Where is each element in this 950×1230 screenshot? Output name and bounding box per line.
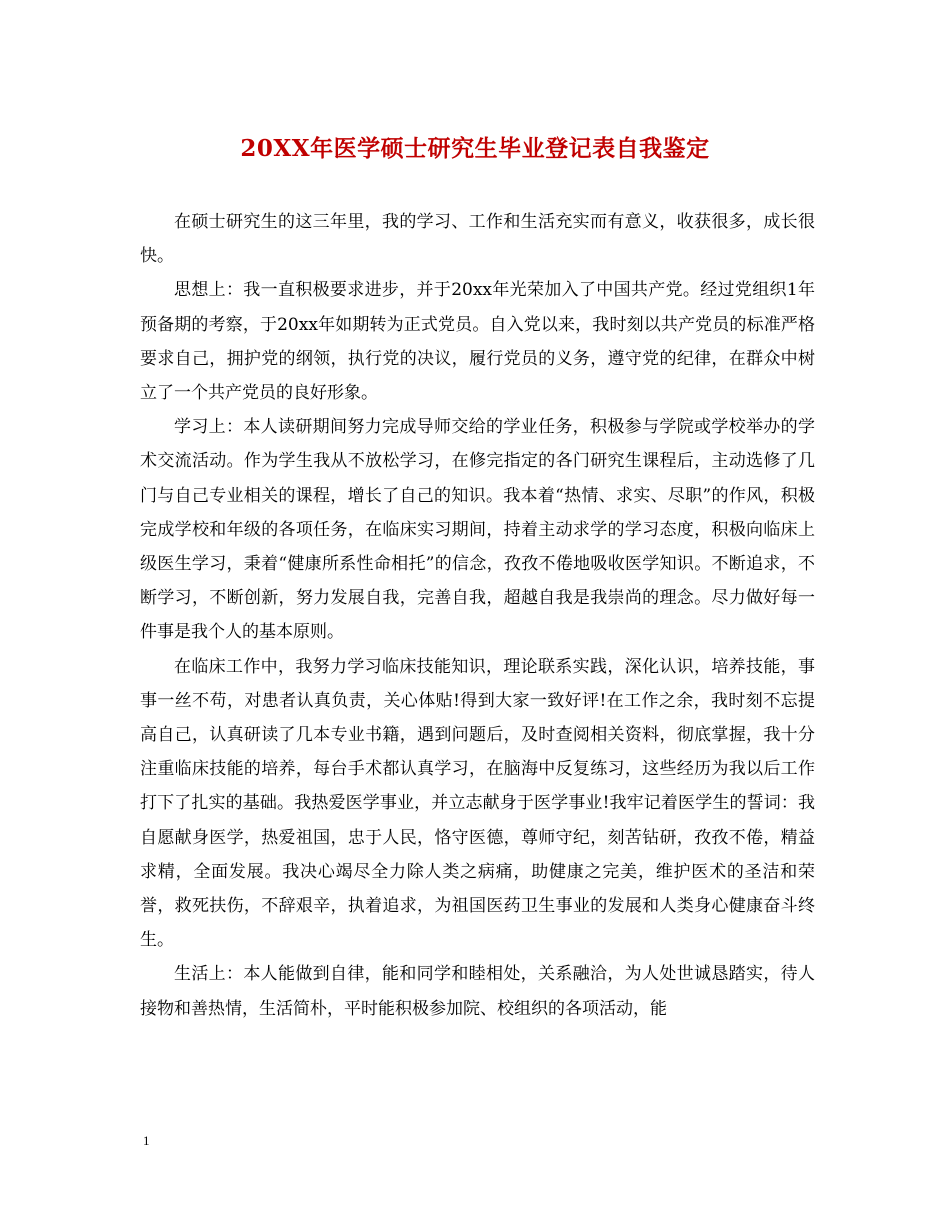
document-body (140, 205, 815, 1026)
paragraph-intro: 在硕士研究生的这三年里，我的学习、工作和生活充实而有意义，收获很多，成长很快。 (140, 212, 815, 267)
paragraph-ideology: 思想上：我一直积极要求进步，并于20xx年光荣加入了中国共产党。经过党组织1年预备期的考察，于20xx年如期转为正式党员。自入党以来，我时刻以共产党员的标准严格要求自己，拥护党的纲领，执行党的决议，履行党员的义务，遵守党的纪律，在群众中树立了一个共产党员的良好形象。 (140, 280, 815, 404)
paragraph-study: 学习上：本人读研期间努力完成导师交给的学业任务，积极参与学院或学校举办的学术交流活动。作为学生我从不放松学习，在修完指定的各门研究生课程后，主动选修了几门与自己专业相关的课程，增长了自己的知识。我本着“热情、求实、尽职”的作风，积极完成学校和年级的各项任务，在临床实习期间，持着主动求学的学习态度，积极向临床上级医生学习，秉着“健康所系性命相托”的信念，孜孜不倦地吸收医学知识。不断追求，不断学习，不断创新，努力发展自我，完善自我，超越自我是我崇尚的理念。尽力做好每一件事是我个人的基本原则。 (140, 417, 815, 643)
page-number: 1 (143, 1133, 150, 1148)
document-title: 20XX年医学硕士研究生毕业登记表自我鉴定 (240, 135, 710, 162)
paragraph-life: 生活上：本人能做到自律，能和同学和睦相处，关系融洽，为人处世诚恳踏实，待人接物和善热情，生活简朴，平时能积极参加院、校组织的各项活动，能 (140, 964, 815, 1019)
paragraph-clinical-work: 在临床工作中，我努力学习临床技能知识，理论联系实践，深化认识，培养技能，事事一丝不苟，对患者认真负责，关心体贴!得到大家一致好评!在工作之余，我时刻不忘提高自己，认真研读了几本专业书籍，遇到问题后，及时查阅相关资料，彻底掌握，我十分注重临床技能的培养，每台手术都认真学习，在脑海中反复练习，这些经历为我以后工作打下了扎实的基础。我热爱医学事业，并立志献身于医学事业!我牢记着医学生的誓词：我自愿献身医学，热爱祖国，忠于人民，恪守医德，尊师守纪，刻苦钻研，孜孜不倦，精益求精，全面发展。我决心竭尽全力除人类之病痛，助健康之完美，维护医术的圣洁和荣誉，救死扶伤，不辞艰辛，执着追求，为祖国医药卫生事业的发展和人类身心健康奋斗终生。 (140, 656, 815, 951)
